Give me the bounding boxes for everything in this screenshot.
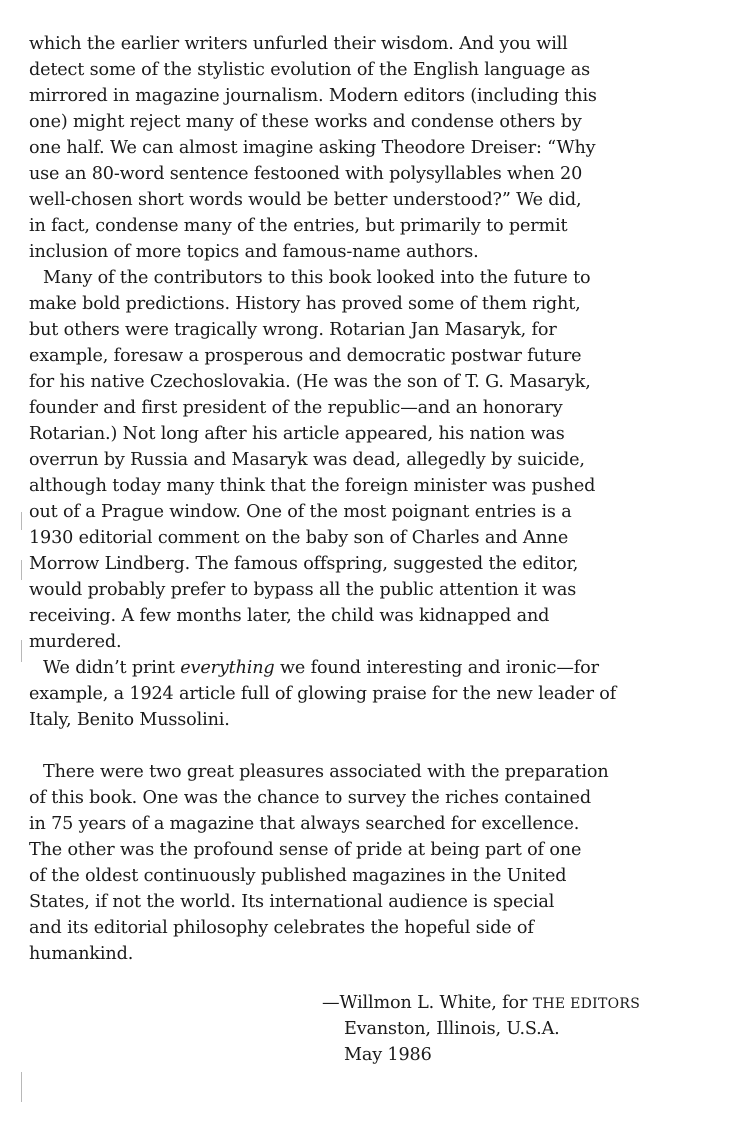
text-line: would probably prefer to bypass all the public attention it was (29, 580, 577, 600)
text-line: and its editorial philosophy celebrates the hopeful side of (29, 918, 534, 938)
text-line: Italy, Benito Mussolini. (29, 710, 230, 730)
text-line: in fact, condense many of the entries, but primarily to permit (29, 216, 568, 236)
signature-date: May 1986 (344, 1045, 432, 1065)
signature-author-line (322, 990, 640, 1016)
text-line: one) might reject many of these works and condense others by (29, 112, 582, 132)
text-run: we found interesting and ironic—for (274, 658, 599, 678)
scan-margin-mark (21, 512, 22, 530)
scan-margin-mark (21, 1072, 22, 1102)
scan-margin-mark (21, 640, 22, 662)
paragraph-spacer (29, 733, 719, 759)
body-text (29, 31, 719, 967)
signature-block (322, 990, 640, 1068)
text-line: in 75 years of a magazine that always searched for excellence. (29, 814, 580, 834)
signature-role: THE EDITORS (532, 996, 641, 1012)
text-run: We didn’t print (43, 658, 181, 678)
text-line: but others were tragically wrong. Rotarian Jan Masaryk, for (29, 320, 557, 340)
text-line: Morrow Lindberg. The famous offspring, suggested the editor, (29, 554, 579, 574)
text-line: of this book. One was the chance to survey the riches contained (29, 788, 591, 808)
text-line: States, if not the world. Its international audience is special (29, 892, 555, 912)
text-line: Many of the contributors to this book looked into the future to (43, 268, 591, 288)
signature-author: —Willmon L. White, for (322, 993, 533, 1013)
paragraph-3 (29, 655, 719, 733)
text-line: The other was the profound sense of pride at being part of one (29, 840, 582, 860)
paragraph-2 (29, 265, 719, 655)
text-line: well-chosen short words would be better understood?” We did, (29, 190, 582, 210)
text-line: detect some of the stylistic evolution of the English language as (29, 60, 590, 80)
text-line: There were two great pleasures associated with the preparation (43, 762, 609, 782)
paragraph-1 (29, 31, 719, 265)
text-line: which the earlier writers unfurled their wisdom. And you will (29, 34, 568, 54)
signature-place: Evanston, Illinois, U.S.A. (344, 1019, 560, 1039)
text-line: receiving. A few months later, the child was kidnapped and (29, 606, 550, 626)
emphasis-text: everything (180, 658, 275, 678)
text-line: use an 80-word sentence festooned with polysyllables when 20 (29, 164, 583, 184)
text-line: inclusion of more topics and famous-name authors. (29, 242, 479, 262)
text-line: one half. We can almost imagine asking Theodore Dreiser: “Why (29, 138, 596, 158)
text-line: example, foresaw a prosperous and democratic postwar future (29, 346, 582, 366)
text-line: overrun by Russia and Masaryk was dead, allegedly by suicide, (29, 450, 585, 470)
text-line: example, a 1924 article full of glowing praise for the new leader of (29, 684, 617, 704)
text-line (29, 655, 719, 681)
text-line: although today many think that the foreign minister was pushed (29, 476, 596, 496)
text-line: murdered. (29, 632, 122, 652)
text-line: mirrored in magazine journalism. Modern editors (including this (29, 86, 597, 106)
text-line: make bold predictions. History has proved some of them right, (29, 294, 581, 314)
text-line: of the oldest continuously published magazines in the United (29, 866, 567, 886)
scan-margin-mark (21, 560, 22, 580)
text-line: Rotarian.) Not long after his article appeared, his nation was (29, 424, 565, 444)
text-line: founder and first president of the republic—and an honorary (29, 398, 563, 418)
text-line: humankind. (29, 944, 134, 964)
text-line: for his native Czechoslovakia. (He was the son of T. G. Masaryk, (29, 372, 591, 392)
paragraph-4 (29, 759, 719, 967)
text-line: out of a Prague window. One of the most poignant entries is a (29, 502, 572, 522)
text-line: 1930 editorial comment on the baby son of Charles and Anne (29, 528, 569, 548)
